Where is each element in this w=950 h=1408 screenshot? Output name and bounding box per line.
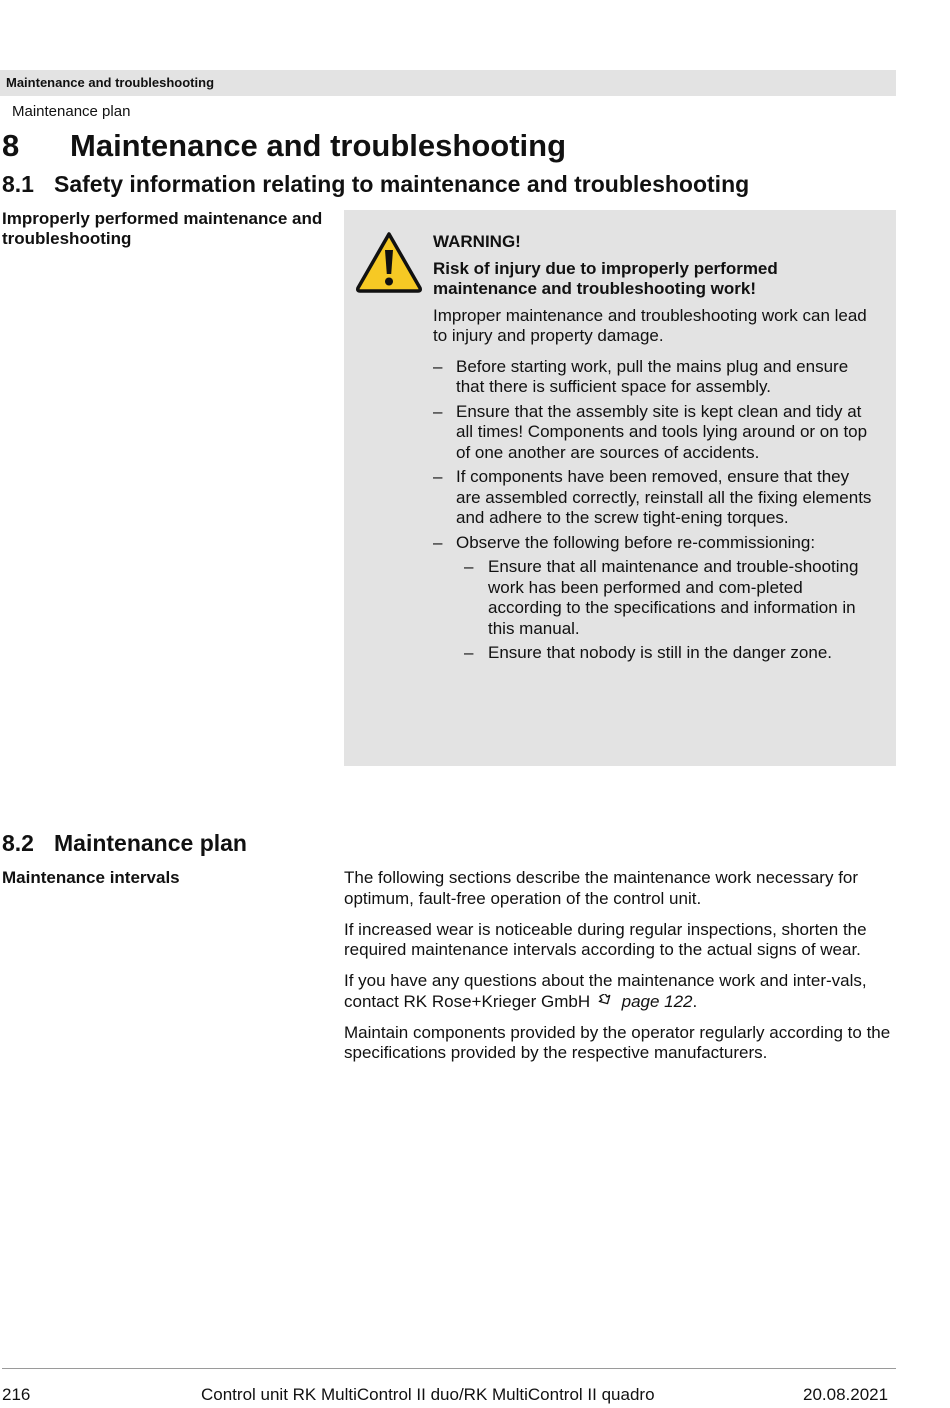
chapter-title: Maintenance and troubleshooting: [70, 128, 567, 163]
list-dash: –: [433, 467, 443, 486]
section-8-1-heading: [2, 171, 749, 198]
warning-triangle-icon: [354, 230, 424, 294]
body-paragraph: If increased wear is noticeable during regular inspections, shorten the required maintenance intervals according to the actual signs of wear.: [344, 919, 867, 959]
footer-date: 20.08.2021: [803, 1385, 889, 1404]
warning-content: [433, 232, 873, 668]
warning-risk: Risk of injury due to improperly performed maintenance and troubleshooting work!: [433, 258, 778, 298]
warning-box: [344, 210, 896, 766]
list-item-text: If components have been removed, ensure that they are assembled correctly, reinstall all the fixing elements and adhere to the screw tight-ening torques.: [456, 467, 872, 527]
contact-text: If you have any questions about the maintenance work and inter-vals, contact RK Rose+Krieger GmbH: [344, 971, 867, 1011]
list-dash: –: [433, 401, 443, 421]
warning-sub-list-item: [464, 557, 873, 639]
side-label-maintenance-intervals: Maintenance intervals: [2, 868, 180, 887]
running-header-chapter: Maintenance and troubleshooting: [6, 75, 215, 90]
section-8-2-number: 8.2: [2, 830, 34, 856]
warning-list-item: [433, 402, 873, 464]
list-dash: –: [464, 557, 474, 576]
footer-divider: [2, 1368, 896, 1369]
list-dash: –: [433, 532, 443, 552]
chapter-heading: [2, 128, 566, 164]
list-dash: –: [433, 356, 443, 376]
contact-end: .: [692, 991, 698, 1011]
footer-page-number: 216: [2, 1385, 31, 1404]
warning-description: Improper maintenance and troubleshooting work can lead to injury and property damage.: [433, 305, 867, 345]
warning-list: [433, 357, 873, 664]
sub-list-item-text: Ensure that nobody is still in the danger zone.: [488, 643, 832, 662]
section-8-2-heading: [2, 830, 247, 857]
list-item-text: Ensure that the assembly site is kept clean and tidy at all times! Components and tools lying around or on top of one another are sources of accidents.: [456, 401, 868, 462]
contact-paragraph: [344, 971, 896, 1012]
maintenance-plan-body: [344, 868, 896, 1074]
page-reference-link[interactable]: page 122: [621, 991, 693, 1011]
warning-list-item: [433, 357, 873, 398]
warning-sub-list-item: [464, 643, 873, 664]
sub-list-item-text: Ensure that all maintenance and trouble-shooting work has been performed and com-pleted according to the specifications and information in this manual.: [488, 557, 859, 638]
body-paragraph: The following sections describe the maintenance work necessary for optimum, fault-free operation of the control unit.: [344, 868, 859, 908]
section-8-1-number: 8.1: [2, 171, 34, 197]
section-8-2-title: Maintenance plan: [54, 830, 247, 856]
list-item-text: Observe the following before re-commissioning:: [456, 532, 816, 552]
cross-reference-icon: [597, 994, 615, 1008]
side-label-improper-maintenance: Improperly performed maintenance and troubleshooting: [2, 209, 323, 248]
section-8-1-title: Safety information relating to maintenance and troubleshooting: [54, 171, 750, 197]
chapter-number: 8: [2, 128, 20, 163]
warning-title: WARNING!: [433, 232, 521, 251]
body-paragraph: Maintain components provided by the operator regularly according to the specifications provided by the respective manufacturers.: [344, 1022, 891, 1062]
warning-list-item: [433, 533, 873, 664]
running-header-section: Maintenance plan: [12, 103, 131, 120]
footer-document-title: Control unit RK MultiControl II duo/RK MultiControl II quadro: [201, 1385, 655, 1404]
list-item-text: Before starting work, pull the mains plug and ensure that there is sufficient space for assembly.: [456, 356, 849, 396]
warning-sub-list: [456, 557, 873, 664]
warning-list-item: [433, 467, 873, 529]
list-dash: –: [464, 643, 474, 662]
